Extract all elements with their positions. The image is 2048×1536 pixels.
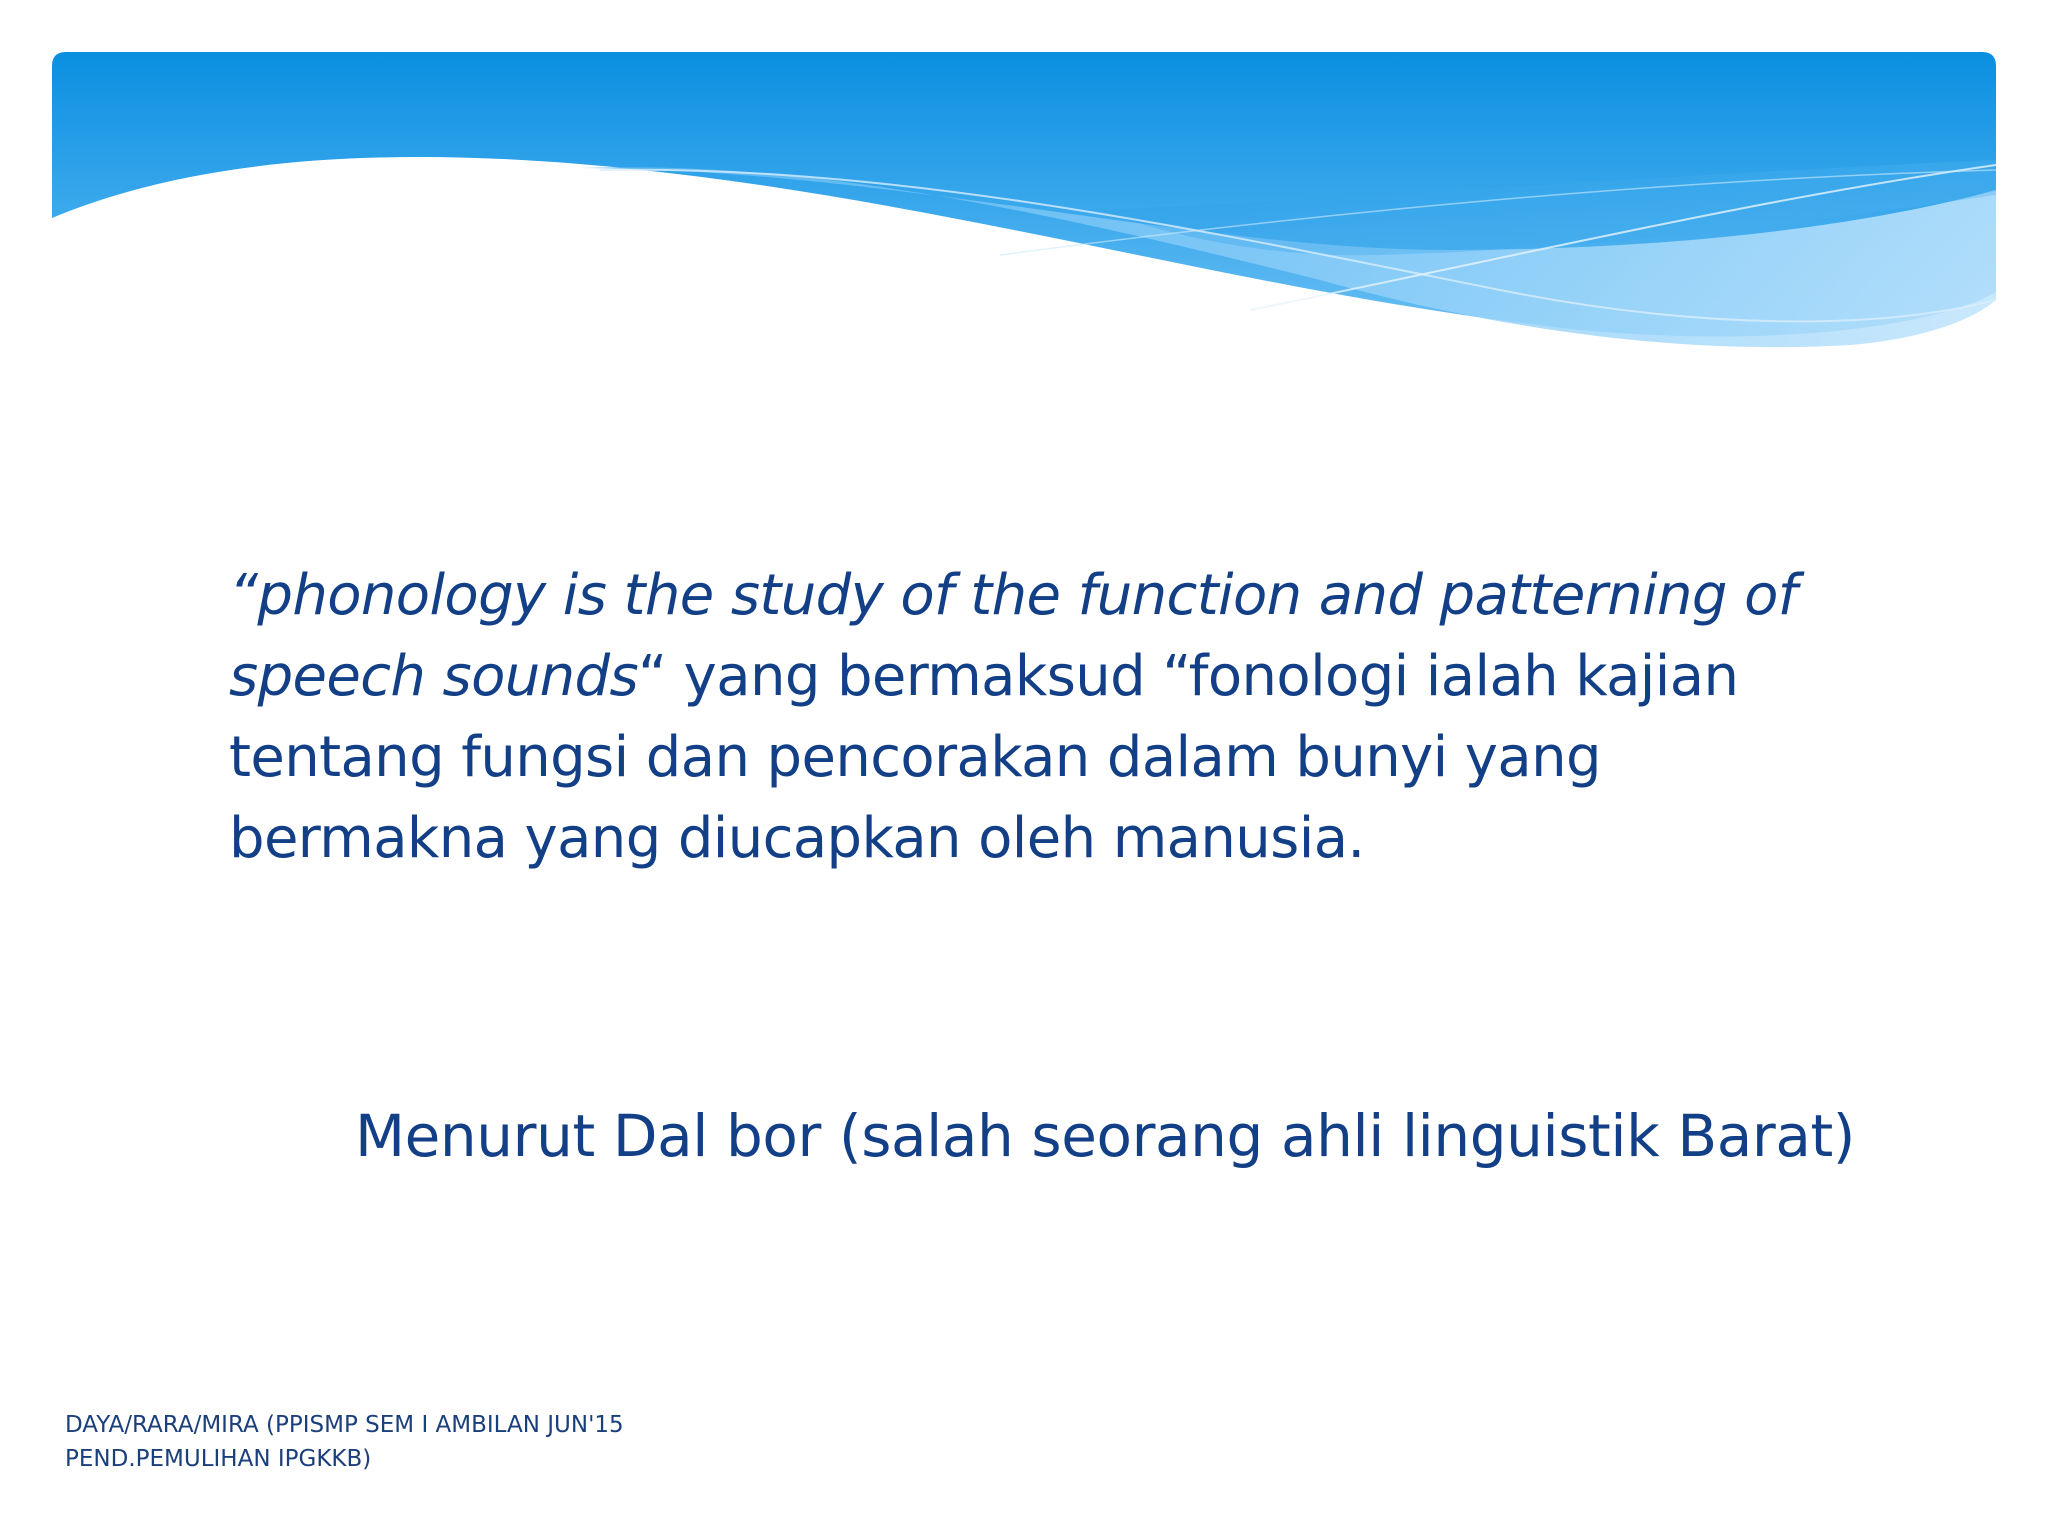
attribution: Menurut Dal bor (salah seorang ahli linguistik Barat) bbox=[355, 1102, 1856, 1170]
footer bbox=[65, 1408, 965, 1476]
wave-banner bbox=[0, 0, 2048, 380]
quote-malay: yang bermaksud “fonologi ialah kajian tentang fungsi dan pencorakan dalam bunyi yang bermakna yang diucapkan oleh manusia. bbox=[229, 644, 1739, 871]
footer-line-1: DAYA/RARA/MIRA (PPISMP SEM I AMBILAN JUN'15 bbox=[65, 1412, 624, 1438]
quote-closing-mark: “ bbox=[638, 644, 667, 709]
quote-english: “phonology is the study of the function and patterning of speech sounds bbox=[229, 563, 1797, 709]
quote-paragraph bbox=[229, 555, 1869, 879]
footer-line-2: PEND.PEMULIHAN IPGKKB) bbox=[65, 1446, 372, 1472]
